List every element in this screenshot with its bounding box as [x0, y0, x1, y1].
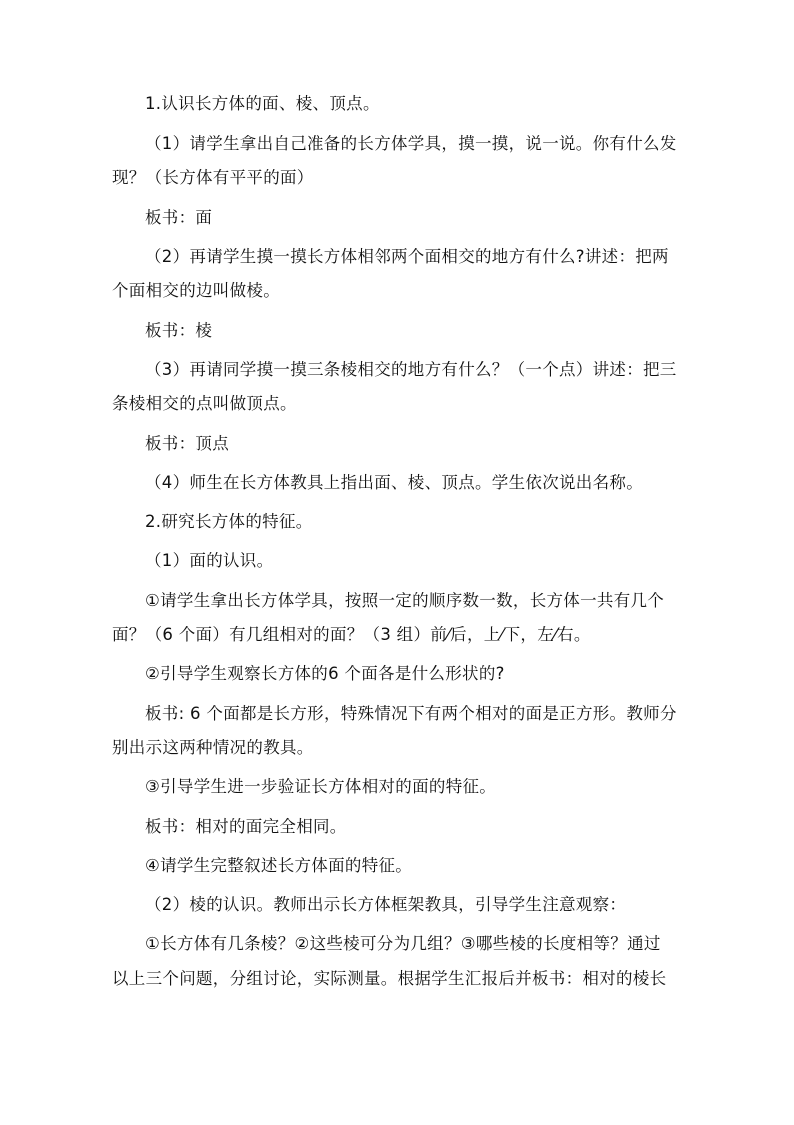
board-note: 板书：相对的面完全相同。	[145, 817, 347, 836]
paragraph-line: 个面相交的边叫做棱。	[112, 281, 280, 300]
paragraph-line: （3）再请同学摸一摸三条棱相交的地方有什么？（一个点）讲述：把三	[145, 360, 677, 379]
paragraph-line: 条棱相交的点叫做顶点。	[112, 394, 297, 413]
paragraph-line: ①长方体有几条棱？②这些棱可分为几组？③哪些棱的长度相等？通过	[145, 934, 661, 953]
board-note: 板书：棱	[145, 321, 213, 340]
paragraph-line: 现？（长方体有平平的面）	[112, 168, 314, 187]
board-note: 板书: 6 个面都是长方形，特殊情况下有两个相对的面是正方形。教师分	[145, 704, 677, 723]
heading-2: 2.研究长方体的特征。	[145, 512, 313, 531]
paragraph-line: 以上三个问题，分组讨论，实际测量。根据学生汇报后并板书：相对的棱长	[112, 969, 667, 988]
paragraph-line: （4）师生在长方体教具上指出面、棱、顶点。学生依次说出名称。	[145, 473, 643, 492]
board-note: 板书：面	[145, 208, 213, 227]
paragraph-line: 面？（6 个面）有几组相对的面？（3 组）前⁄后，上⁄下，左⁄右。	[112, 625, 591, 644]
paragraph-line: （2）再请学生摸一摸长方体相邻两个面相交的地方有什么?讲述：把两	[145, 247, 669, 266]
subheading: （1）面的认识。	[145, 551, 274, 570]
heading-1: 1.认识长方体的面、棱、顶点。	[145, 94, 380, 113]
paragraph-line: （1）请学生拿出自己准备的长方体学具，摸一摸，说一说。你有什么发	[145, 134, 677, 153]
subheading: （2）棱的认识。教师出示长方体框架教具，引导学生注意观察：	[145, 895, 627, 914]
paragraph-line: 别出示这两种情况的教具。	[112, 738, 314, 757]
paragraph-line: ①请学生拿出长方体学具，按照一定的顺序数一数，长方体一共有几个	[145, 591, 665, 610]
paragraph-line: ②引导学生观察长方体的6 个面各是什么形状的?	[145, 664, 505, 683]
paragraph-line: ③引导学生进一步验证长方体相对的面的特征。	[145, 777, 497, 796]
paragraph-line: ④请学生完整叙述长方体面的特征。	[145, 856, 413, 875]
board-note: 板书：顶点	[145, 434, 229, 453]
